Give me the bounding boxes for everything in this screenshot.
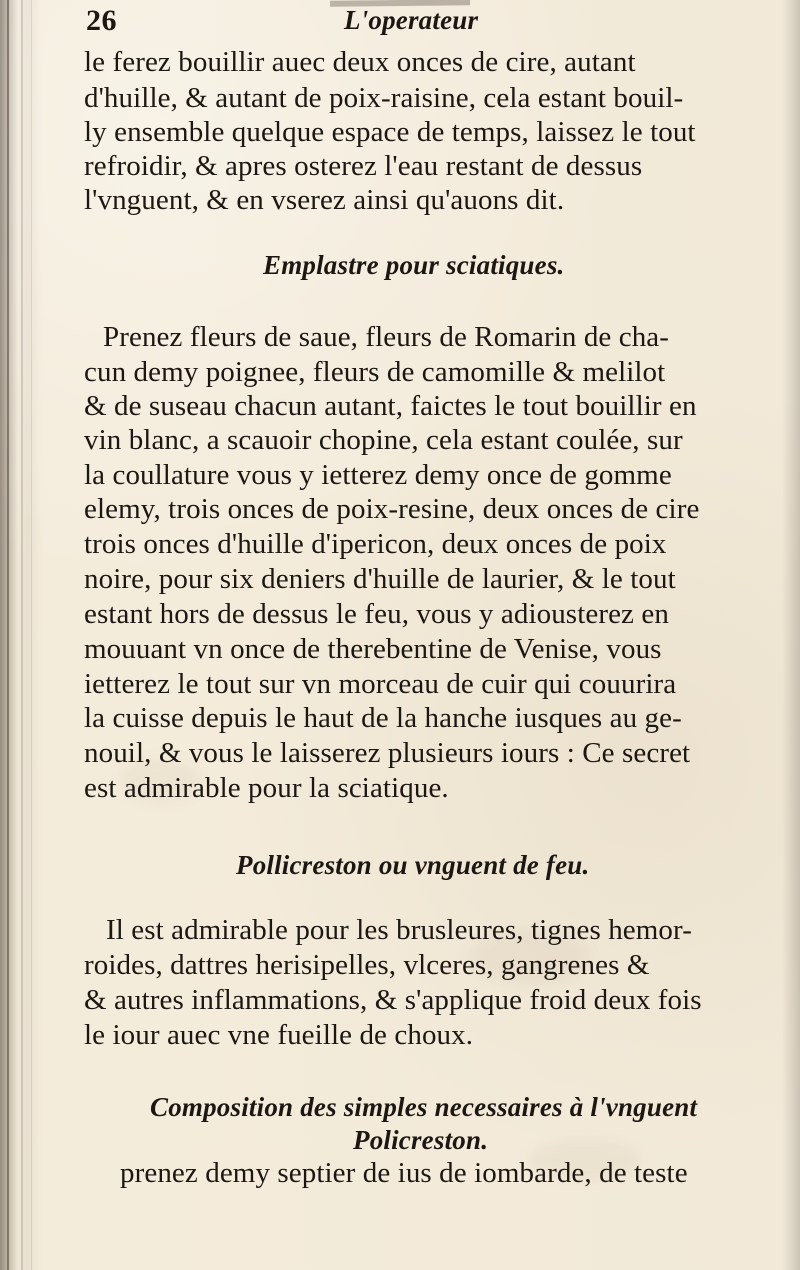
text-line: & de suseau chacun autant, faictes le tout bouillir en — [84, 390, 697, 422]
section-heading: Emplastre pour sciatiques. — [263, 250, 565, 280]
text-line: Prenez fleurs de saue, fleurs de Romarin de cha- — [103, 321, 670, 353]
text-line: la coullature vous y ietterez demy once de gomme — [84, 459, 672, 491]
text-line: l'vnguent, & en vserez ainsi qu'auons dit. — [84, 184, 565, 216]
text-line: Il est admirable pour les brusleures, tignes hemor- — [106, 914, 692, 946]
binding-edge — [31, 0, 32, 1270]
text-line: vin blanc, a scauoir chopine, cela estant coulée, sur — [84, 424, 683, 456]
text-line: est admirable pour la sciatique. — [84, 772, 449, 804]
text-line: refroidir, & apres osterez l'eau restant de dessus — [84, 150, 643, 182]
binding-shadow — [0, 0, 40, 1270]
binding-edge — [21, 0, 23, 1270]
text-line: mouuant vn once de therebentine de Venise, vous — [84, 633, 662, 665]
text-line: nouil, & vous le laisserez plusieurs iours : Ce secret — [84, 737, 691, 769]
section-heading: Pollicreston ou vnguent de feu. — [236, 850, 590, 880]
page-number: 26 — [86, 4, 117, 37]
text-line: elemy, trois onces de poix-resine, deux onces de cire — [84, 493, 700, 525]
page-edge-shadow — [782, 0, 800, 1270]
running-title: L'operateur — [344, 5, 479, 35]
text-line: & autres inflammations, & s'applique froid deux fois — [84, 984, 702, 1016]
text-line: noire, pour six deniers d'huille de laurier, & le tout — [84, 563, 676, 595]
text-line: estant hors de dessus le feu, vous y adiousterez en — [84, 598, 669, 630]
text-line: cun demy poignee, fleurs de camomille & melilot — [84, 356, 666, 388]
text-line: d'huille, & autant de poix-raisine, cela estant bouil- — [84, 82, 684, 114]
text-line: le ferez bouillir auec deux onces de cire, autant — [84, 46, 636, 78]
text-line: ly ensemble quelque espace de temps, laissez le tout — [84, 116, 696, 148]
text-line: le iour auec vne fueille de choux. — [84, 1019, 474, 1051]
text-line: trois onces d'huille d'ipericon, deux onces de poix — [84, 528, 667, 560]
text-line: ietterez le tout sur vn morceau de cuir qui couurira — [84, 668, 677, 700]
text-line: la cuisse depuis le haut de la hanche iusques au ge- — [84, 702, 682, 734]
binding-edge — [7, 0, 9, 1270]
text-line: prenez demy septier de ius de iombarde, de teste — [120, 1157, 688, 1189]
text-line: roides, dattres herisipelles, vlceres, gangrenes & — [84, 949, 650, 981]
section-heading: Composition des simples necessaires à l'vnguent — [150, 1092, 698, 1122]
section-heading-continuation: Policreston. — [353, 1125, 489, 1155]
